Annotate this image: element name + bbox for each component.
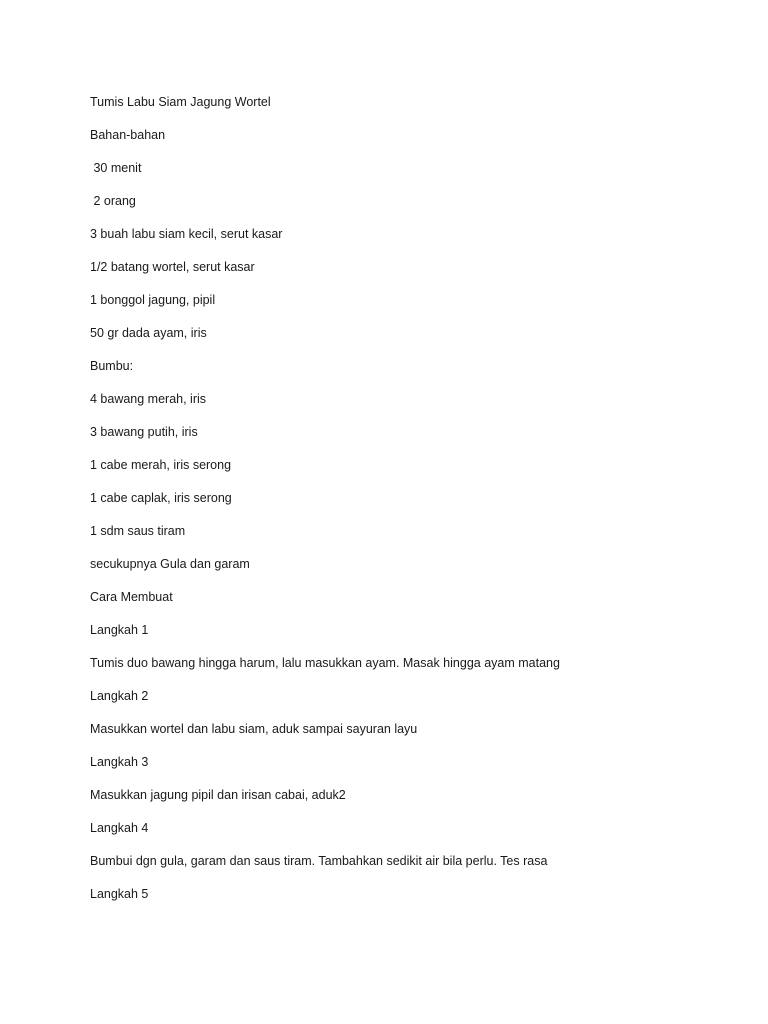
step-text: Masukkan jagung pipil dan irisan cabai, aduk2	[90, 788, 346, 802]
ingredient-line: 1 bonggol jagung, pipil	[90, 293, 216, 307]
step-text: Tumis duo bawang hingga harum, lalu masukkan ayam. Masak hingga ayam matang	[90, 656, 560, 670]
spice-line: 4 bawang merah, iris	[90, 392, 207, 406]
spices-heading: Bumbu:	[90, 359, 134, 373]
cooking-time: 30 menit	[90, 161, 142, 175]
recipe-title: Tumis Labu Siam Jagung Wortel	[90, 95, 271, 109]
document-body	[90, 94, 710, 919]
ingredients-heading: Bahan-bahan	[90, 128, 166, 142]
ingredient-line: 3 buah labu siam kecil, serut kasar	[90, 227, 283, 241]
spice-line: 1 cabe merah, iris serong	[90, 458, 232, 472]
step-text: Masukkan wortel dan labu siam, aduk sampai sayuran layu	[90, 722, 418, 736]
spice-line: 1 cabe caplak, iris serong	[90, 491, 232, 505]
step-text: Bumbui dgn gula, garam dan saus tiram. Tambahkan sedikit air bila perlu. Tes rasa	[90, 854, 548, 868]
spice-line: 3 bawang putih, iris	[90, 425, 198, 439]
step-heading: Langkah 4	[90, 821, 149, 835]
servings: 2 orang	[90, 194, 136, 208]
step-heading: Langkah 1	[90, 623, 149, 637]
step-heading: Langkah 3	[90, 755, 149, 769]
spice-line: secukupnya Gula dan garam	[90, 557, 250, 571]
ingredient-line: 1/2 batang wortel, serut kasar	[90, 260, 255, 274]
step-heading: Langkah 5	[90, 887, 149, 901]
step-heading: Langkah 2	[90, 689, 149, 703]
spice-line: 1 sdm saus tiram	[90, 524, 186, 538]
method-heading: Cara Membuat	[90, 590, 173, 604]
ingredient-line: 50 gr dada ayam, iris	[90, 326, 207, 340]
